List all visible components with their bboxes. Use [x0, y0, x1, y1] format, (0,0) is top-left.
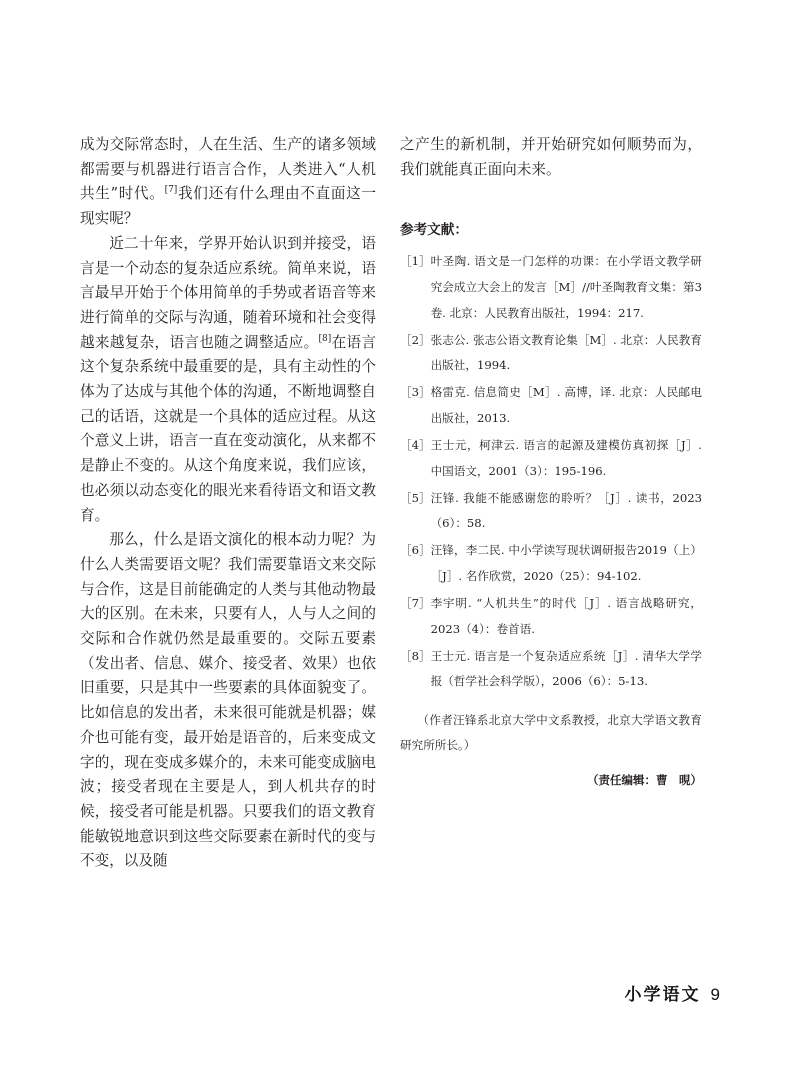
reference-text: 王士元. 语言是一个复杂适应系统［J］. 清华大学学报（哲学社会科学版），2006（6）：5-13.: [430, 648, 702, 689]
text-segment: 近二十年来，学界开始认识到并接受，语言是一个动态的复杂适应系统。简单来说，语言最早开始于个体用简单的手势或者语音等来进行简单的交际与沟通，随着环境和社会变得越来越复杂，语言也随之调整适应。: [80, 234, 376, 351]
reference-number: ［3］: [400, 385, 431, 400]
footnote-marker-8: [8]: [318, 333, 332, 344]
reference-number: ［5］: [400, 490, 431, 505]
reference-item: [400, 433, 702, 484]
right-column: [400, 133, 702, 790]
reference-number: ［2］: [400, 332, 431, 347]
responsible-editor: （责任编辑：曹 晛）: [587, 773, 702, 787]
references-title: 参考文献：: [400, 222, 468, 239]
body-paragraph-continuation: 之产生的新机制，并开始研究如何顺势而为，我们就能真正面向未来。: [400, 136, 702, 178]
references-list: [400, 249, 702, 695]
body-paragraph-1: [80, 133, 376, 232]
reference-text: 格雷克. 信息简史［M］. 高博，译. 北京：人民邮电出版社，2013.: [430, 385, 702, 425]
footnote-marker-7: [7]: [164, 185, 178, 196]
reference-number: ［4］: [400, 438, 431, 453]
reference-item: [400, 486, 702, 537]
reference-text: 李宇明. “人机共生”的时代［J］. 语言战略研究，2023（4）：卷首语.: [430, 596, 702, 636]
page-number: 9: [710, 985, 720, 1004]
text-segment: 那么，什么是语文演化的根本动力呢？为什么人类需要语文呢？我们需要靠语文来交际与合作，这是目前能确定的人类与其他动物最大的区别。在未来，只要有人，人与人之间的交际和合作就仍然是最重要的。交际五要素（发出者、信息、媒介、接受者、效果）也依旧重要，只是其中一些要素的具体面貌变了。比如信息的发出者，未来很可能就是机器；媒介也可能有变，最开始是语音的，后来变成文字的，现在变成多媒介的，未来可能变成脑电波；接受者现在主要是人，到人机共存的时候，接受者可能是机器。只要我们的语文教育能敏锐地意识到这些交际要素在新时代的变与不变，以及随: [80, 531, 376, 870]
reference-text: 汪锋，李二民. 中小学读写现状调研报告2019（上）［J］. 名作欣赏，2020（25）：94-102.: [430, 543, 702, 584]
text-segment: 成为交际常态时，人在生活、生产的诸多领域都需要与机器进行语言合作，人类进入“人机共生”时代。: [80, 136, 376, 203]
reference-number: ［7］: [400, 596, 431, 611]
reference-item: [400, 380, 702, 431]
journal-name: 小学语文: [624, 985, 701, 1005]
body-paragraph-3: [80, 528, 376, 874]
reference-number: ［1］: [400, 254, 431, 269]
reference-text: 叶圣陶. 语文是一门怎样的功课：在小学语文教学研究会成立大会上的发言［M］//叶圣陶教育文集：第3卷. 北京：人民教育出版社，1994：217.: [430, 254, 702, 320]
reference-number: ［8］: [400, 648, 431, 663]
reference-item: [400, 538, 702, 589]
reference-text: 张志公. 张志公语文教育论集［M］. 北京：人民教育出版社，1994.: [430, 332, 702, 373]
author-note: （作者汪锋系北京大学中文系教授，北京大学语文教育研究所所长。）: [400, 713, 702, 752]
page-footer: [625, 980, 720, 1005]
reference-item: [400, 328, 702, 379]
reference-number: ［6］: [400, 543, 431, 558]
text-segment: 我们还有什么理由不直面这一现实呢？: [80, 185, 376, 228]
body-paragraph-2: [80, 232, 376, 528]
reference-text: 汪锋. 我能不能感谢您的聆听？［J］. 读书，2023（6）：58.: [430, 490, 702, 531]
text-segment: 在语言这个复杂系统中最重要的是，具有主动性的个体为了达成与其他个体的沟通，不断地调整自己的话语，这就是一个具体的适应过程。从这个意义上讲，语言一直在变动演化，从来都不是静止不变的。从这个角度来说，我们应该，也必须以动态变化的眼光来看待语文和语文教育。: [80, 333, 376, 524]
reference-item: [400, 249, 702, 326]
reference-item: [400, 591, 702, 642]
left-column: [80, 133, 376, 874]
reference-item: [400, 644, 702, 695]
reference-text: 王士元，柯津云. 语言的起源及建模仿真初探［J］. 中国语文，2001（3）：195-196.: [430, 438, 702, 478]
